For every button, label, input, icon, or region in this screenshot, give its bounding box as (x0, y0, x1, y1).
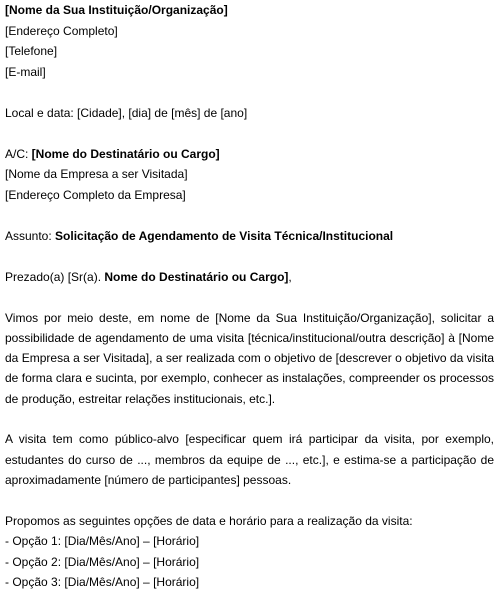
sender-block (5, 0, 494, 82)
options-intro: Propomos as seguintes opções de data e horário para a realização da visita: (5, 513, 413, 528)
spacer (5, 246, 494, 267)
body-paragraph-2: A visita tem como público-alvo [especificar quem irá participar da visita, por exemplo, estudantes do curso de ..., membros da equipe de ..., etc.], e estima-se a participação de aproximadamente [número de participantes] pessoas. (5, 432, 494, 488)
place-date: Local e data: [Cidade], [dia] de [mês] de [ano] (5, 105, 248, 120)
options-block (5, 511, 494, 593)
recipient-company: [Nome da Empresa a ser Visitada] (5, 167, 188, 181)
spacer (5, 409, 494, 430)
subject-text: Solicitação de Agendamento de Visita Técnica/Institucional (55, 228, 394, 243)
sender-address: [Endereço Completo] (5, 23, 118, 38)
greeting-name: Nome do Destinatário ou Cargo] (104, 269, 289, 284)
greeting-suffix: , (288, 269, 292, 284)
attention-prefix: A/C: (5, 146, 32, 161)
option-item: - Opção 2: [Dia/Mês/Ano] – [Horário] (5, 554, 200, 569)
subject-label: Assunto: (5, 228, 56, 243)
recipient-company-address: [Endereço Completo da Empresa] (5, 187, 186, 202)
recipient-attention (5, 144, 494, 165)
letter-document (5, 0, 494, 593)
greeting-prefix: Prezado(a) [Sr(a). (5, 269, 105, 284)
spacer (5, 82, 494, 103)
sender-email: [E-mail] (5, 64, 46, 79)
option-item: - Opção 3: [Dia/Mês/Ano] – [Horário] (5, 575, 200, 590)
recipient-block (5, 144, 494, 206)
greeting (5, 267, 494, 288)
option-item: - Opção 1: [Dia/Mês/Ano] – [Horário] (5, 534, 200, 549)
spacer (5, 205, 494, 226)
body-paragraph-1: Vimos por meio deste, em nome de [Nome da Sua Instituição/Organização], solicitar a possibilidade de agendamento de uma visita [técnica/institucional/outra descrição] à [Nome da Empresa a ser Visitada], a ser realizada com o objetivo de [descrever o objetivo da visita de forma clara e sucinta, por exemplo, conhecer as instalações, compreender os processos de produção, estreitar relações institucionais, etc.]. (5, 310, 494, 406)
subject-line (5, 226, 494, 247)
spacer (5, 490, 494, 511)
sender-phone: [Telefone] (5, 44, 58, 58)
attention-name: [Nome do Destinatário ou Cargo] (31, 146, 220, 161)
spacer (5, 287, 494, 308)
spacer (5, 123, 494, 144)
sender-organization: [Nome da Sua Instituição/Organização] (5, 3, 228, 17)
